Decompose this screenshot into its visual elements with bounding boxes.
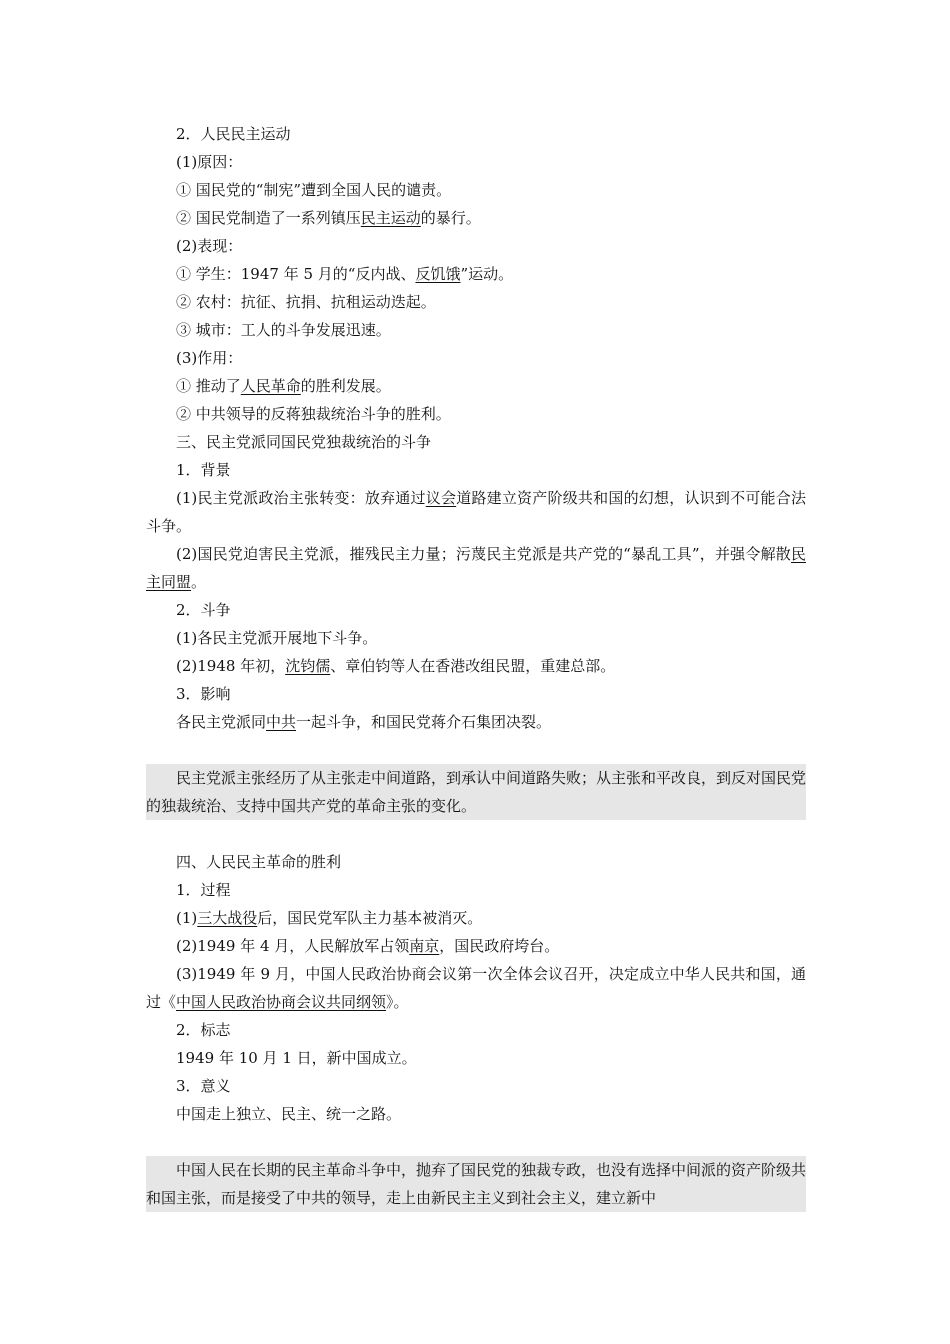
process-item-2 — [146, 932, 806, 960]
underlined-term: 反饥饿 — [415, 265, 461, 283]
underlined-term: 中国人民政治协商会议共同纲领 — [176, 993, 387, 1011]
text-segment: (2)国民党迫害民主党派，摧残民主力量；污蔑民主党派是共产党的“暴乱工具”，并强令解散 — [176, 545, 791, 563]
underlined-term: 民主同盟 — [146, 545, 806, 591]
section-4-heading: 四、人民民主革命的胜利 — [176, 853, 342, 871]
underlined-term: 南京 — [409, 937, 440, 955]
document-body — [146, 120, 806, 1212]
underlined-term: 民主运动 — [360, 209, 421, 227]
text-segment: 道路建立资产阶级共和国的幻想，认识到不可能合法斗争。 — [146, 489, 806, 535]
meaning-label: 3．意义 — [176, 1077, 231, 1095]
background-label: 1．背景 — [176, 461, 231, 479]
text-segment: 的胜利发展。 — [300, 377, 391, 395]
text-segment: ”运动。 — [460, 265, 514, 283]
mark-label: 2．标志 — [176, 1021, 231, 1039]
struggle-item-1: (1)各民主党派开展地下斗争。 — [176, 629, 378, 647]
process-item-1 — [146, 904, 806, 932]
underlined-term: 三大战役 — [197, 909, 258, 927]
section-2-heading: 2．人民民主运动 — [176, 125, 291, 143]
impact-text — [146, 708, 806, 736]
text-segment: 一起斗争，和国民党蒋介石集团决裂。 — [296, 713, 552, 731]
spacer — [146, 736, 806, 764]
text-segment: 的暴行。 — [420, 209, 481, 227]
background-item-1 — [146, 484, 806, 540]
text-segment: 》。 — [386, 993, 409, 1011]
effect-item-1 — [146, 372, 806, 400]
struggle-label: 2．斗争 — [176, 601, 231, 619]
text-segment: ① 学生：1947 年 5 月的“反内战、 — [176, 265, 416, 283]
underlined-term: 议会 — [425, 489, 457, 507]
cause-item-1: ① 国民党的“制宪”遭到全国人民的谴责。 — [176, 181, 452, 199]
meaning-text: 中国走上独立、民主、统一之路。 — [176, 1105, 402, 1123]
text-segment: 各民主党派同 — [176, 713, 267, 731]
performance-item-1 — [146, 260, 806, 288]
background-item-2 — [146, 540, 806, 596]
performance-item-2: ② 农村：抗征、抗捐、抗租运动迭起。 — [176, 293, 436, 311]
performance-label: (2)表现： — [176, 237, 243, 255]
effect-label: (3)作用： — [176, 349, 243, 367]
performance-item-3: ③ 城市：工人的斗争发展迅速。 — [176, 321, 391, 339]
section-3-heading: 三、民主党派同国民党独裁统治的斗争 — [176, 433, 432, 451]
text-segment: (2)1948 年初， — [176, 657, 286, 675]
cause-item-2 — [146, 204, 806, 232]
struggle-item-2 — [146, 652, 806, 680]
underlined-term: 中共 — [266, 713, 297, 731]
spacer — [146, 820, 806, 848]
text-segment: (1) — [176, 909, 198, 927]
text-segment: ② 国民党制造了一系列镇压 — [176, 209, 361, 227]
cause-label: (1)原因： — [176, 153, 243, 171]
text-segment: 。 — [191, 573, 207, 591]
text-segment: 后，国民党军队主力基本被消灭。 — [257, 909, 483, 927]
text-segment: 、章伯钧等人在香港改组民盟，重建总部。 — [330, 657, 616, 675]
effect-item-2: ② 中共领导的反蒋独裁统治斗争的胜利。 — [176, 405, 451, 423]
text-segment: ① 推动了 — [176, 377, 241, 395]
underlined-term: 沈钧儒 — [285, 657, 331, 675]
impact-label: 3．影响 — [176, 685, 231, 703]
process-label: 1．过程 — [176, 881, 231, 899]
text-segment: (2)1949 年 4 月，人民解放军占领 — [176, 937, 410, 955]
underlined-term: 人民革命 — [240, 377, 301, 395]
text-segment: (3)1949 年 9 月，中国人民政治协商会议第一次全体会议召开，决定成立中华人民共和国，通过《 — [146, 965, 806, 1011]
process-item-3 — [146, 960, 806, 1016]
note-box-2: 中国人民在长期的民主革命斗争中，抛弃了国民党的独裁专政，也没有选择中间派的资产阶级共和国主张，而是接受了中共的领导，走上由新民主主义到社会主义，建立新中 — [146, 1156, 806, 1212]
spacer — [146, 1128, 806, 1156]
mark-text: 1949 年 10 月 1 日，新中国成立。 — [176, 1049, 417, 1067]
text-segment: (1)民主党派政治主张转变：放弃通过 — [176, 489, 426, 507]
note-box-1: 民主党派主张经历了从主张走中间道路，到承认中间道路失败；从主张和平改良，到反对国民党的独裁统治、支持中国共产党的革命主张的变化。 — [146, 764, 806, 820]
text-segment: ，国民政府垮台。 — [439, 937, 560, 955]
